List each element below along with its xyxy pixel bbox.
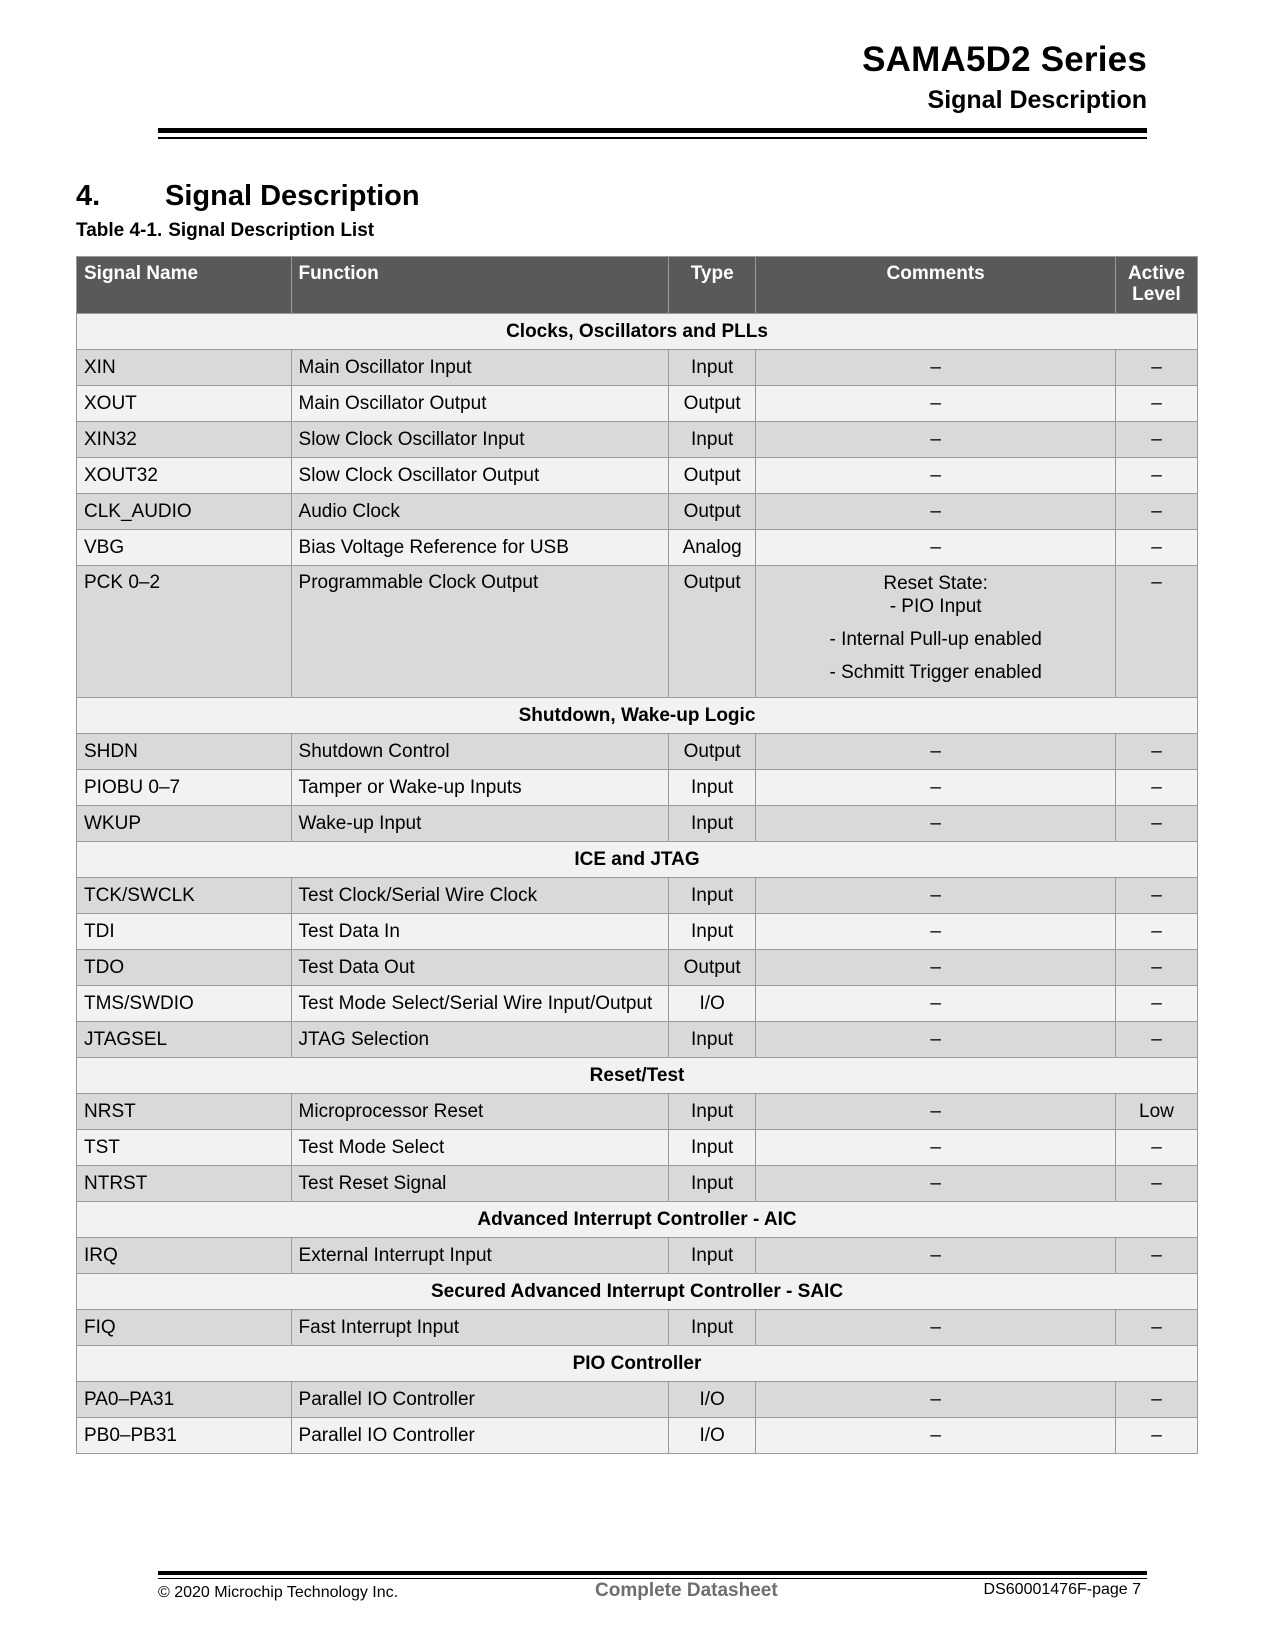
cell-active-level: – bbox=[1115, 1238, 1197, 1274]
cell-active-level: – bbox=[1115, 422, 1197, 458]
table-caption-title: Signal Description List bbox=[168, 220, 375, 241]
cell-type: Input bbox=[669, 914, 756, 950]
table-row bbox=[77, 950, 1198, 986]
group-title: Shutdown, Wake-up Logic bbox=[77, 698, 1198, 734]
cell-function: External Interrupt Input bbox=[291, 1238, 669, 1274]
cell-signal-name: CLK_AUDIO bbox=[77, 494, 292, 530]
column-header-comments: Comments bbox=[756, 257, 1116, 314]
cell-active-level: – bbox=[1115, 1166, 1197, 1202]
cell-function: Parallel IO Controller bbox=[291, 1382, 669, 1418]
cell-signal-name: NTRST bbox=[77, 1166, 292, 1202]
group-title: PIO Controller bbox=[77, 1346, 1198, 1382]
table-group-row bbox=[77, 1346, 1198, 1382]
cell-signal-name: VBG bbox=[77, 530, 292, 566]
cell-active-level: – bbox=[1115, 566, 1197, 698]
column-header-signal-name: Signal Name bbox=[77, 257, 292, 314]
cell-comments: – bbox=[756, 458, 1116, 494]
cell-type: I/O bbox=[669, 1382, 756, 1418]
table-group-row bbox=[77, 842, 1198, 878]
cell-comments: – bbox=[756, 1130, 1116, 1166]
cell-type: I/O bbox=[669, 1418, 756, 1454]
footer-page-number: DS60001476F-page 7 bbox=[983, 1581, 1141, 1598]
cell-type: Output bbox=[669, 494, 756, 530]
active-level-line2: Level bbox=[1132, 284, 1181, 305]
cell-signal-name: WKUP bbox=[77, 806, 292, 842]
cell-function: Shutdown Control bbox=[291, 734, 669, 770]
cell-function: Test Data In bbox=[291, 914, 669, 950]
cell-type: Output bbox=[669, 950, 756, 986]
cell-active-level: – bbox=[1115, 1310, 1197, 1346]
cell-active-level: – bbox=[1115, 1418, 1197, 1454]
cell-comments: – bbox=[756, 1166, 1116, 1202]
table-row bbox=[77, 1238, 1198, 1274]
cell-function: Bias Voltage Reference for USB bbox=[291, 530, 669, 566]
cell-type: Output bbox=[669, 386, 756, 422]
table-row bbox=[77, 566, 1198, 698]
table-row bbox=[77, 386, 1198, 422]
cell-active-level: – bbox=[1115, 986, 1197, 1022]
table-row bbox=[77, 494, 1198, 530]
table-group-row bbox=[77, 314, 1198, 350]
table-group-row bbox=[77, 1058, 1198, 1094]
cell-function: Tamper or Wake-up Inputs bbox=[291, 770, 669, 806]
cell-function: Test Mode Select/Serial Wire Input/Output bbox=[291, 986, 669, 1022]
cell-type: Analog bbox=[669, 530, 756, 566]
cell-comments: – bbox=[756, 350, 1116, 386]
table-row bbox=[77, 914, 1198, 950]
cell-signal-name: TMS/SWDIO bbox=[77, 986, 292, 1022]
cell-type: Input bbox=[669, 1310, 756, 1346]
table-row bbox=[77, 350, 1198, 386]
cell-type: Input bbox=[669, 1130, 756, 1166]
cell-signal-name: PIOBU 0–7 bbox=[77, 770, 292, 806]
cell-active-level: – bbox=[1115, 494, 1197, 530]
cell-active-level: – bbox=[1115, 950, 1197, 986]
group-title: ICE and JTAG bbox=[77, 842, 1198, 878]
cell-function: Fast Interrupt Input bbox=[291, 1310, 669, 1346]
section-number: 4. bbox=[76, 180, 101, 212]
column-header-function: Function bbox=[291, 257, 669, 314]
table-header-row bbox=[77, 257, 1198, 314]
table-caption bbox=[76, 220, 374, 242]
cell-active-level: – bbox=[1115, 458, 1197, 494]
group-title: Clocks, Oscillators and PLLs bbox=[77, 314, 1198, 350]
cell-comments: – bbox=[756, 494, 1116, 530]
cell-active-level: – bbox=[1115, 1130, 1197, 1166]
cell-signal-name: XIN32 bbox=[77, 422, 292, 458]
table-row bbox=[77, 1022, 1198, 1058]
cell-function: JTAG Selection bbox=[291, 1022, 669, 1058]
document-title: SAMA5D2 Series bbox=[862, 40, 1147, 79]
header-rule bbox=[158, 128, 1147, 133]
table-row bbox=[77, 1382, 1198, 1418]
cell-comments: – bbox=[756, 422, 1116, 458]
footer-copyright: © 2020 Microchip Technology Inc. bbox=[158, 1584, 399, 1601]
cell-type: Input bbox=[669, 770, 756, 806]
cell-active-level: – bbox=[1115, 806, 1197, 842]
group-title: Secured Advanced Interrupt Controller - SAIC bbox=[77, 1274, 1198, 1310]
cell-active-level: Low bbox=[1115, 1094, 1197, 1130]
cell-active-level: – bbox=[1115, 734, 1197, 770]
table-group-row bbox=[77, 1202, 1198, 1238]
table-caption-label: Table 4-1. bbox=[76, 220, 163, 241]
cell-comments: – bbox=[756, 1418, 1116, 1454]
cell-type: Input bbox=[669, 806, 756, 842]
table-row bbox=[77, 422, 1198, 458]
cell-type: I/O bbox=[669, 986, 756, 1022]
cell-type: Input bbox=[669, 878, 756, 914]
cell-active-level: – bbox=[1115, 530, 1197, 566]
cell-type: Input bbox=[669, 422, 756, 458]
table-row bbox=[77, 458, 1198, 494]
table-row bbox=[77, 986, 1198, 1022]
cell-signal-name: NRST bbox=[77, 1094, 292, 1130]
cell-comments: – bbox=[756, 806, 1116, 842]
group-title: Advanced Interrupt Controller - AIC bbox=[77, 1202, 1198, 1238]
cell-function: Wake-up Input bbox=[291, 806, 669, 842]
cell-comments: – bbox=[756, 386, 1116, 422]
cell-signal-name: PB0–PB31 bbox=[77, 1418, 292, 1454]
cell-signal-name: TCK/SWCLK bbox=[77, 878, 292, 914]
cell-active-level: – bbox=[1115, 770, 1197, 806]
comment-line: Reset State: bbox=[883, 573, 988, 594]
active-level-line1: Active bbox=[1127, 263, 1185, 284]
cell-comments: – bbox=[756, 878, 1116, 914]
header-rule-thin bbox=[158, 137, 1147, 139]
table-row bbox=[77, 1418, 1198, 1454]
cell-function: Microprocessor Reset bbox=[291, 1094, 669, 1130]
cell-comments: – bbox=[756, 1310, 1116, 1346]
cell-signal-name: TDO bbox=[77, 950, 292, 986]
section-title: Signal Description bbox=[165, 180, 420, 212]
cell-function: Slow Clock Oscillator Input bbox=[291, 422, 669, 458]
table-group-row bbox=[77, 1274, 1198, 1310]
cell-type: Output bbox=[669, 566, 756, 698]
cell-active-level: – bbox=[1115, 1382, 1197, 1418]
cell-comments: – bbox=[756, 1382, 1116, 1418]
cell-function: Test Clock/Serial Wire Clock bbox=[291, 878, 669, 914]
comment-line: - Internal Pull-up enabled bbox=[829, 629, 1042, 650]
cell-function: Test Reset Signal bbox=[291, 1166, 669, 1202]
table-row bbox=[77, 806, 1198, 842]
cell-type: Input bbox=[669, 1022, 756, 1058]
group-title: Reset/Test bbox=[77, 1058, 1198, 1094]
cell-function: Audio Clock bbox=[291, 494, 669, 530]
cell-active-level: – bbox=[1115, 350, 1197, 386]
cell-comments: – bbox=[756, 734, 1116, 770]
cell-function: Main Oscillator Output bbox=[291, 386, 669, 422]
table-row bbox=[77, 770, 1198, 806]
cell-signal-name: JTAGSEL bbox=[77, 1022, 292, 1058]
table-row bbox=[77, 878, 1198, 914]
cell-active-level: – bbox=[1115, 878, 1197, 914]
cell-signal-name: FIQ bbox=[77, 1310, 292, 1346]
cell-comments: – bbox=[756, 1094, 1116, 1130]
cell-type: Input bbox=[669, 1238, 756, 1274]
cell-type: Input bbox=[669, 1094, 756, 1130]
cell-signal-name: TST bbox=[77, 1130, 292, 1166]
cell-signal-name: PA0–PA31 bbox=[77, 1382, 292, 1418]
table-row bbox=[77, 1310, 1198, 1346]
cell-signal-name: SHDN bbox=[77, 734, 292, 770]
cell-comments: – bbox=[756, 1022, 1116, 1058]
footer-rule-thin bbox=[158, 1578, 1147, 1579]
cell-function: Main Oscillator Input bbox=[291, 350, 669, 386]
cell-function: Test Data Out bbox=[291, 950, 669, 986]
cell-signal-name: XIN bbox=[77, 350, 292, 386]
cell-comments: – bbox=[756, 1238, 1116, 1274]
cell-type: Input bbox=[669, 1166, 756, 1202]
cell-comments: – bbox=[756, 986, 1116, 1022]
cell-function: Slow Clock Oscillator Output bbox=[291, 458, 669, 494]
cell-type: Output bbox=[669, 458, 756, 494]
cell-signal-name: PCK 0–2 bbox=[77, 566, 292, 698]
cell-function: Programmable Clock Output bbox=[291, 566, 669, 698]
cell-signal-name: XOUT bbox=[77, 386, 292, 422]
cell-active-level: – bbox=[1115, 386, 1197, 422]
cell-function: Parallel IO Controller bbox=[291, 1418, 669, 1454]
table-row bbox=[77, 1094, 1198, 1130]
signal-description-table bbox=[76, 256, 1198, 1454]
cell-signal-name: IRQ bbox=[77, 1238, 292, 1274]
cell-signal-name: XOUT32 bbox=[77, 458, 292, 494]
cell-comments: – bbox=[756, 530, 1116, 566]
table-group-row bbox=[77, 698, 1198, 734]
document-subtitle: Signal Description bbox=[927, 86, 1147, 114]
cell-comments bbox=[756, 566, 1116, 698]
cell-type: Output bbox=[669, 734, 756, 770]
cell-active-level: – bbox=[1115, 914, 1197, 950]
cell-comments: – bbox=[756, 914, 1116, 950]
column-header-type: Type bbox=[669, 257, 756, 314]
table-row bbox=[77, 1166, 1198, 1202]
table-row bbox=[77, 1130, 1198, 1166]
cell-comments: – bbox=[756, 770, 1116, 806]
cell-function: Test Mode Select bbox=[291, 1130, 669, 1166]
comment-line: - PIO Input bbox=[889, 596, 982, 617]
footer-rule bbox=[158, 1571, 1147, 1575]
table-row bbox=[77, 530, 1198, 566]
cell-signal-name: TDI bbox=[77, 914, 292, 950]
footer-datasheet-label: Complete Datasheet bbox=[595, 1580, 778, 1601]
table-body bbox=[77, 314, 1198, 1454]
comment-line: - Schmitt Trigger enabled bbox=[829, 662, 1042, 683]
cell-active-level: – bbox=[1115, 1022, 1197, 1058]
column-header-active-level bbox=[1115, 257, 1197, 314]
table-row bbox=[77, 734, 1198, 770]
cell-comments: – bbox=[756, 950, 1116, 986]
cell-type: Input bbox=[669, 350, 756, 386]
